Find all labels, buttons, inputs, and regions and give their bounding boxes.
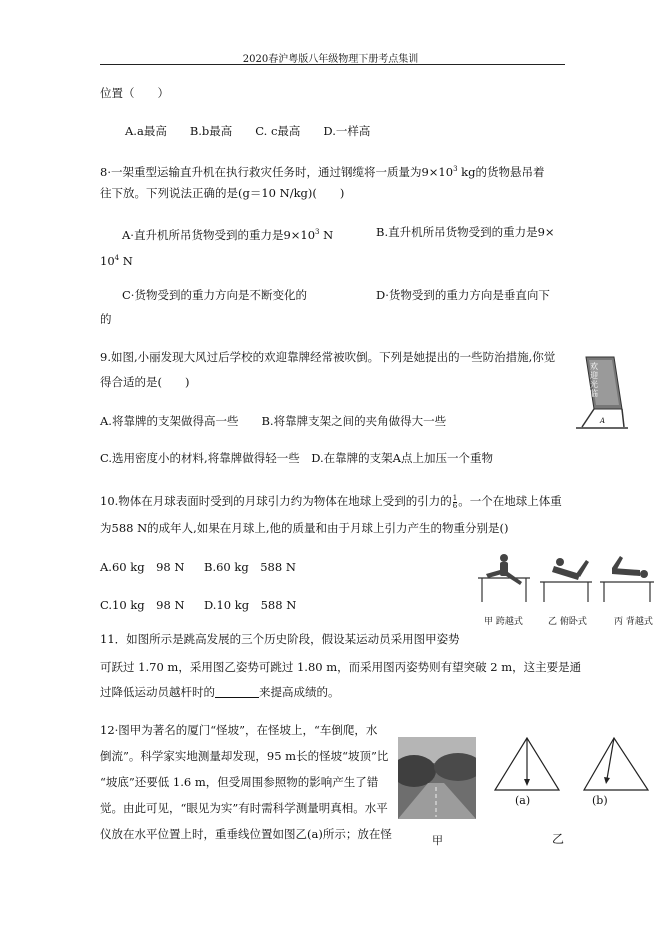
q10-stem-line1: 10.物体在月球表面时受到的月球引力约为物体在地球上受到的引力的 $\frac{1}{6}$ 。一个在地球上体重 <box>100 493 562 510</box>
q10-stem-line2: 为588 N的成年人,如果在月球上,他的质量和由于月球上引力产生的物重分别是() <box>100 521 509 535</box>
q9-stem-line1: 9.如图,小丽发现大风过后学校的欢迎靠牌经常被吹倒。下列是她提出的一些防治措施,你觉 <box>100 350 556 364</box>
q11-stem-line3: 过降低运动员越杆时的 来提高成绩的。 <box>100 685 340 699</box>
q12-stem-line1: 12·图甲为著名的厦门“怪坡”，在怪坡上，“车倒爬，水 <box>100 723 378 737</box>
q9-options-ab: A.将靠牌的支架做得高一些 B.将靠牌支架之间的夹角做得大一些 <box>100 414 447 428</box>
q10-option-b: B.60 kg 588 N <box>204 560 296 574</box>
q8-option-a: A·直升机所吊货物受到的重力是$9\times 10^3$ N <box>122 228 334 242</box>
q8-option-d-cont: 的 <box>100 312 112 326</box>
q10-option-a: A.60 kg 98 N <box>100 560 185 574</box>
page-header: 2020春沪粤版八年级物理下册考点集训 <box>242 54 419 65</box>
strange-slope-photo <box>398 737 476 819</box>
q11-stem-line1: 11．如图所示是跳高发展的三个历史阶段，假设某运动员采用图甲姿势 <box>100 632 460 646</box>
jump-caption-c: 丙 背越式 <box>614 617 653 627</box>
fraction-one-sixth: $\frac{1}{6}$ <box>452 493 458 510</box>
line-position: 位置（ ） <box>100 86 169 100</box>
jump-caption-b: 乙 俯卧式 <box>548 617 587 627</box>
q9-stem-line2: 得合适的是( ) <box>100 375 190 389</box>
jump-caption-a: 甲 跨越式 <box>484 617 523 627</box>
sign-text: 欢迎光临 <box>590 362 598 398</box>
q12-stem-line2: 倒流”。科学家实地测量却发现，95 m长的怪坡“坡顶”比 <box>100 749 389 763</box>
answer-blank <box>215 687 259 698</box>
q10-option-d: D.10 kg 588 N <box>204 598 297 612</box>
q9-options-cd: C.选用密度小的材料,将靠牌做得轻一些 D.在靠牌的支架A点上加压一个重物 <box>100 451 493 465</box>
q7-options: A.a最高 B.b最高 C. c最高 D.一样高 <box>125 124 371 138</box>
q8-option-d: D·货物受到的重力方向是垂直向下 <box>376 288 550 302</box>
photo-caption: 甲 <box>432 834 443 847</box>
level-label-b: (b) <box>592 794 608 807</box>
q12-stem-line4: 觉。由此可见，“眼见为实”有时需科学测量明真相。水平 <box>100 801 388 815</box>
q12-stem-line3: “坡底”还要低 1.6 m，但受周围参照物的影响产生了错 <box>100 775 379 789</box>
high-jump-figure <box>476 552 656 610</box>
level-label-a: (a) <box>515 794 531 807</box>
q8-stem-line2: 往下放。下列说法正确的是(g＝10 N/kg)( ) <box>100 186 345 200</box>
q8-stem-line1: 8·一架重型运输直升机在执行救灾任务时，通过钢缆将一质量为$9\times 10^3$ kg的货物悬吊着 <box>100 165 545 179</box>
q8-option-b-cont: $10^4$ N <box>100 254 133 268</box>
q11-stem-line2: 可跃过 1.70 m，采用图乙姿势可跳过 1.80 m，而采用图丙姿势则有望突破 2 m，这主要是通 <box>100 660 582 674</box>
q12-stem-line5: 仪放在水平位置上时，重垂线位置如图乙(a)所示；放在怪 <box>100 827 392 841</box>
q10-option-c: C.10 kg 98 N <box>100 598 185 612</box>
q8-option-c: C·货物受到的重力方向是不断变化的 <box>122 288 307 302</box>
sign-point-label: A <box>600 417 606 425</box>
level-caption: 乙 <box>552 832 565 846</box>
q8-option-b: B.直升机所吊货物受到的重力是9× <box>376 225 555 239</box>
header-divider <box>100 64 565 65</box>
